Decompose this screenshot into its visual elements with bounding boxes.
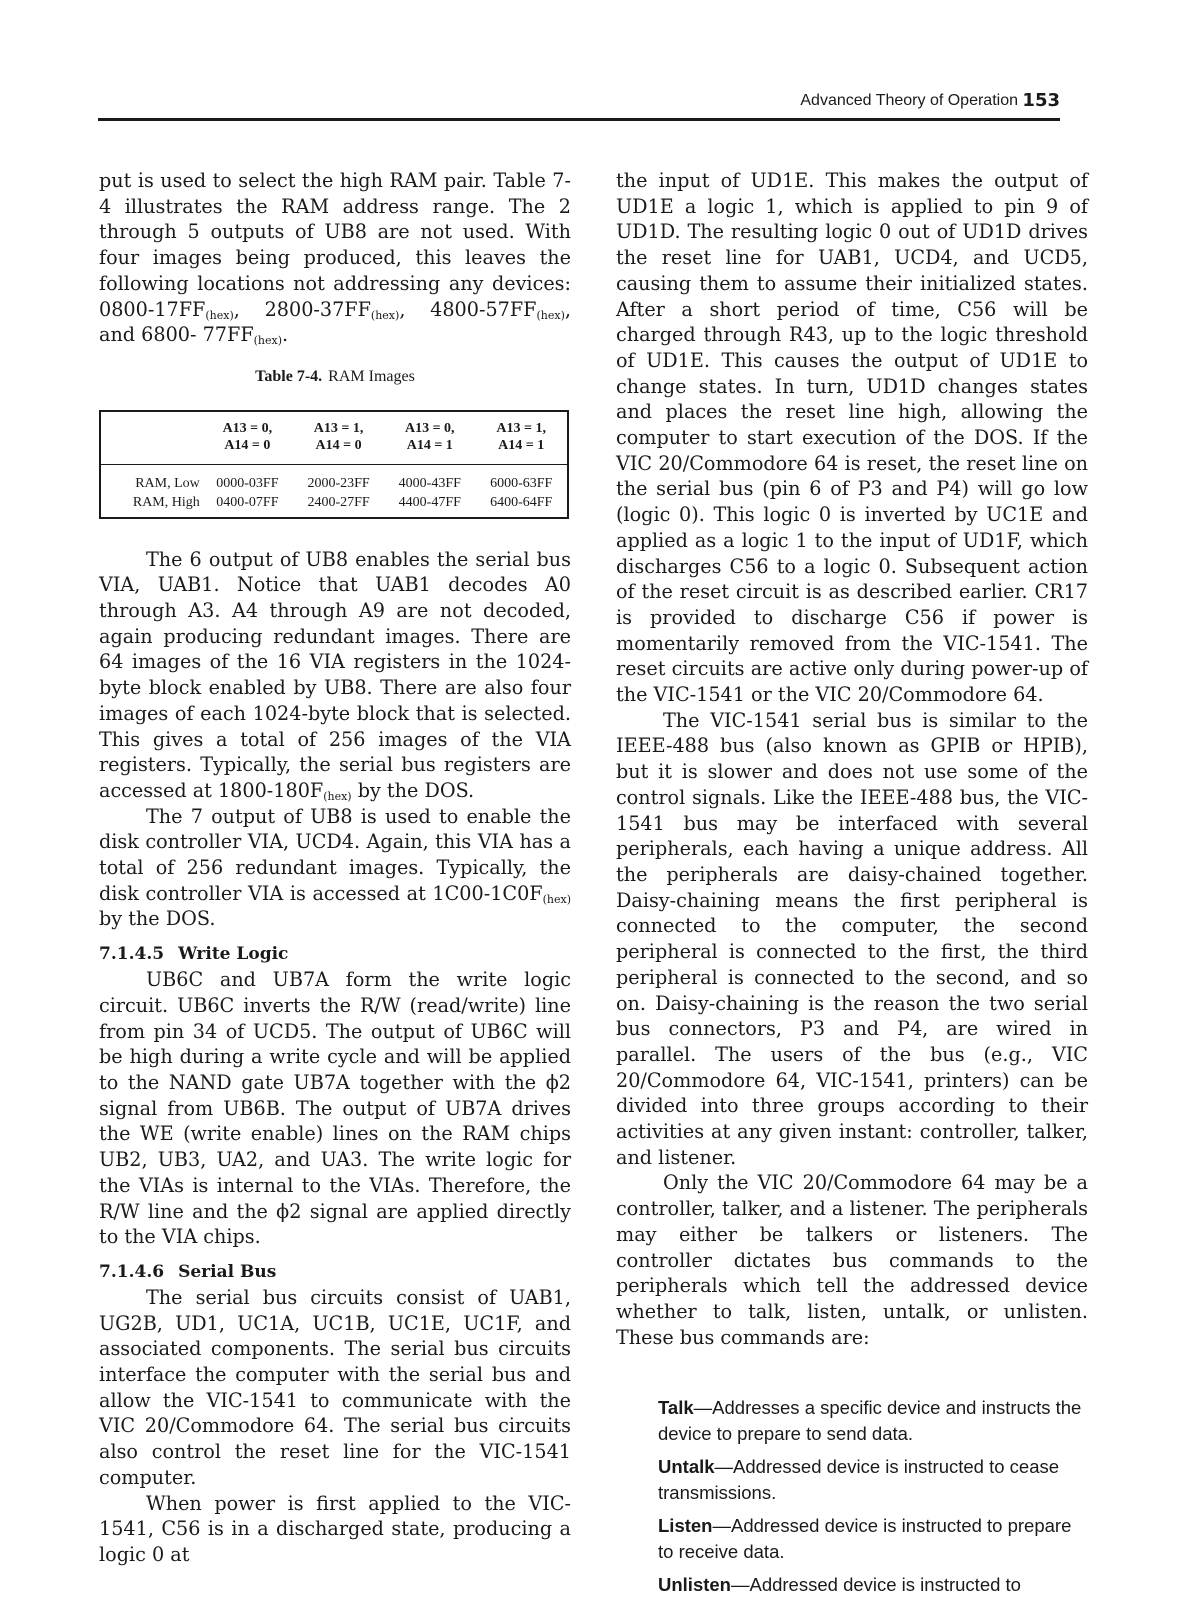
table-caption	[99, 364, 571, 390]
table-header-cell: A13 = 0, A14 = 0	[202, 411, 293, 465]
page-number: 153	[1022, 90, 1060, 111]
running-title: Advanced Theory of Operation	[800, 92, 1018, 109]
table-header-cell: A13 = 0, A14 = 1	[384, 411, 475, 465]
table-cell: 2000-23FF	[307, 475, 370, 491]
table-header-empty	[100, 411, 202, 465]
intro-paragraph: put is used to select the high RAM pair. Table 7-4 illustrates the RAM address range. The 2 through 5 outputs of UB8 are not used. With four images being produced, this leaves the following locations not addressing any devices: $0800-17FF_{(hex)}$, $2800-37FF_{(hex)}$, $4800-57FF_{(hex)}$, and 6800- $77FF_{(hex)}$.	[99, 169, 571, 348]
list-item: Listen—Addressed device is instructed to prepare to receive data.	[658, 1515, 1072, 1562]
section-heading-write-logic: 7.1.4.5 Write Logic	[99, 944, 289, 965]
table-cell: 2400-27FF	[307, 494, 370, 510]
bus-commands-list	[658, 1395, 1088, 1598]
table-row	[100, 493, 568, 518]
table-cell: 0000-03FF	[216, 475, 279, 491]
power-paragraph: When power is first applied to the VIC-1541, C56 is in a discharged state, producing a logic 0 at	[99, 1491, 571, 1566]
table-cell: 6000-63FF	[490, 475, 553, 491]
table-cell: 4400-47FF	[398, 494, 461, 510]
left-column	[99, 168, 571, 1568]
list-item: Unlisten—Addressed device is instructed to	[658, 1574, 1021, 1596]
ram-images-table	[99, 410, 569, 519]
list-item: Untalk—Addressed device is instructed to cease transmissions.	[658, 1456, 1060, 1503]
ieee-paragraph: The VIC-1541 serial bus is similar to the IEEE-488 bus (also known as GPIB or HPIB), but it is slower and does not use some of the control signals. Like the IEEE-488 bus, the VIC-1541 bus may be interfaced with several peripherals, each having a unique address. All the peripherals are daisy-chained together. Daisy-chaining means the first peripheral is connected to the computer, the second peripheral is connected to the first, the third peripheral is connected to the second, and so on. Daisy-chaining is the reason the two serial bus connectors, P3 and P4, are wired in parallel. The users of the bus (e.g., VIC 20/Commodore 64, VIC-1541, printers) can be divided into three groups according to their activities at any given instant: controller, talker, and listener.	[616, 708, 1088, 1169]
table-caption-title: RAM Images	[328, 367, 415, 385]
write-logic-paragraph: UB6C and UB7A form the write logic circuit. UB6C inverts the R/W (read/write) line from pin 34 of UCD5. The output of UB6C will be high during a write cycle and will be applied to the NAND gate UB7A together with the ϕ2 signal from UB6B. The output of UB7A drives the WE (write enable) lines on the RAM chips UB2, UB3, UA2, and UA3. The write logic for the VIAs is internal to the VIAs. Therefore, the R/W line and the ϕ2 signal are applied directly to the VIA chips.	[99, 968, 571, 1249]
section-heading-serial-bus: 7.1.4.6 Serial Bus	[99, 1261, 277, 1282]
reset-paragraph: the input of UD1E. This makes the output of UD1E a logic 1, which is applied to pin 9 of UD1D. The resulting logic 0 out of UD1D drives the reset line for UAB1, UCD4, and UCD5, causing them to assume their initialized states. After a short period of time, C56 will be charged through R43, up to the logic threshold of UD1E. This causes the output of UD1E to change states. In turn, UD1D changes states and places the reset line high, allowing the computer to start execution of the DOS. If the VIC 20/Commodore 64 is reset, the reset line on the serial bus (pin 6 of P3 and P4) will go low (logic 0). This logic 0 is inverted by UC1E and applied as a logic 1 to the input of UD1F, which discharges C56 to a logic 0. Subsequent action of the reset circuit is as described earlier. CR17 is provided to discharge C56 if power is momentarily removed from the VIC-1541. The reset circuits are active only during power-up of the VIC-1541 or the VIC 20/Commodore 64.	[616, 169, 1088, 707]
row-label: RAM, Low	[135, 475, 200, 491]
table-cell: 0400-07FF	[216, 494, 279, 510]
serial-via-paragraph: The 6 output of UB8 enables the serial bus VIA, UAB1. Notice that UAB1 decodes A0 through A3. A4 through A9 are not decoded, again producing redundant images. There are 64 images of the 16 VIA registers in the 1024-byte block enabled by UB8. There are also four images of each 1024-byte block that is selected. This gives a total of 256 images of the VIA registers. Typically, the serial bus registers are accessed at $1800-180F_{(hex)}$ by the DOS.	[99, 547, 571, 803]
table-header-cell: A13 = 1, A14 = 0	[293, 411, 384, 465]
row-label: RAM, High	[132, 494, 200, 510]
table-cell: 4000-43FF	[398, 475, 461, 491]
disk-via-paragraph: The 7 output of UB8 is used to enable the disk controller VIA, UCD4. Again, this VIA has a total of 256 redundant images. Typically, the disk controller VIA is accessed at $1C00-1C0F_{(hex)}$ by the DOS.	[99, 804, 571, 931]
list-item: Talk—Addresses a specific device and instructs the device to prepare to send data.	[658, 1397, 1082, 1444]
table-header-row	[100, 411, 568, 465]
table-row	[100, 464, 568, 493]
table-cell: 6400-64FF	[490, 494, 553, 510]
page-header	[98, 90, 1060, 121]
serial-bus-paragraph: The serial bus circuits consist of UAB1, UG2B, UD1, UC1A, UC1B, UC1E, UC1F, and associated components. The serial bus circuits interface the computer with the serial bus and allow the VIC-1541 to communicate with the VIC 20/Commodore 64. The serial bus circuits also control the reset line for the VIC-1541 computer.	[99, 1285, 571, 1489]
right-column	[616, 168, 1088, 1606]
table-caption-label: Table 7-4.	[255, 367, 323, 385]
table-header-cell: A13 = 1, A14 = 1	[475, 411, 568, 465]
controller-paragraph: Only the VIC 20/Commodore 64 may be a controller, talker, and a listener. The peripherals may either be talkers or listeners. The controller dictates bus commands to the peripherals which tell the addressed device whether to talk, listen, untalk, or unlisten. These bus commands are:	[616, 1171, 1088, 1349]
